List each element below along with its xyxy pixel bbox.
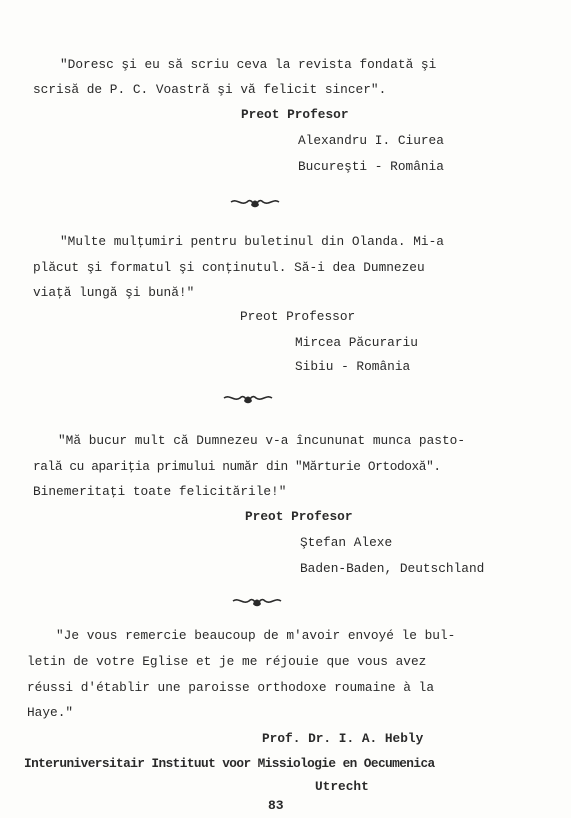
- page-number: 83: [268, 798, 284, 813]
- signature-location: Sibiu - România: [295, 359, 411, 374]
- signature-location: Baden-Baden, Deutschland: [300, 561, 485, 576]
- quote-line: réussi d'établir une paroisse orthodoxe roumaine à la: [27, 680, 435, 695]
- quote-line: rală cu apariţia primului număr din "Mărturie Ortodoxă".: [33, 459, 441, 474]
- quote-line: plăcut şi formatul şi conţinutul. Să-i dea Dumnezeu: [33, 260, 425, 275]
- signature-name: Alexandru I. Ciurea: [298, 133, 444, 148]
- signature-title: Preot Profesor: [245, 509, 353, 524]
- quote-line: letin de votre Eglise et je me réjouie que vous avez: [27, 654, 427, 669]
- signature-location: Utrecht: [315, 779, 369, 794]
- signature-title: Preot Professor: [240, 309, 356, 324]
- quote-line: "Doresc şi eu să scriu ceva la revista fondată şi: [60, 57, 437, 72]
- floral-divider-icon: [222, 392, 274, 406]
- quote-line: "Mă bucur mult că Dumnezeu v-a încununat munca pasto-: [58, 433, 466, 448]
- quote-line: "Multe mulţumiri pentru buletinul din Olanda. Mi-a: [60, 234, 444, 249]
- quote-line: "Je vous remercie beaucoup de m'avoir envoyé le bul-: [56, 628, 456, 643]
- signature-title: Preot Profesor: [241, 107, 349, 122]
- quote-line: scrisă de P. C. Voastră şi vă felicit sincer".: [33, 82, 387, 97]
- quote-line: Haye.": [27, 705, 74, 720]
- signature-institution: Interuniversitair Instituut voor Missiologie en Oecumenica: [24, 756, 435, 771]
- signature-name: Ştefan Alexe: [300, 535, 393, 550]
- floral-divider-icon: [231, 595, 283, 609]
- quote-line: Binemeritaţi toate felicitările!": [33, 484, 287, 499]
- signature-name: Mircea Păcurariu: [295, 335, 418, 350]
- signature-location: Bucureşti - România: [298, 159, 444, 174]
- signature-title: Prof. Dr. I. A. Hebly: [262, 731, 424, 746]
- floral-divider-icon: [229, 196, 281, 210]
- quote-line: viaţă lungă şi bună!": [33, 285, 195, 300]
